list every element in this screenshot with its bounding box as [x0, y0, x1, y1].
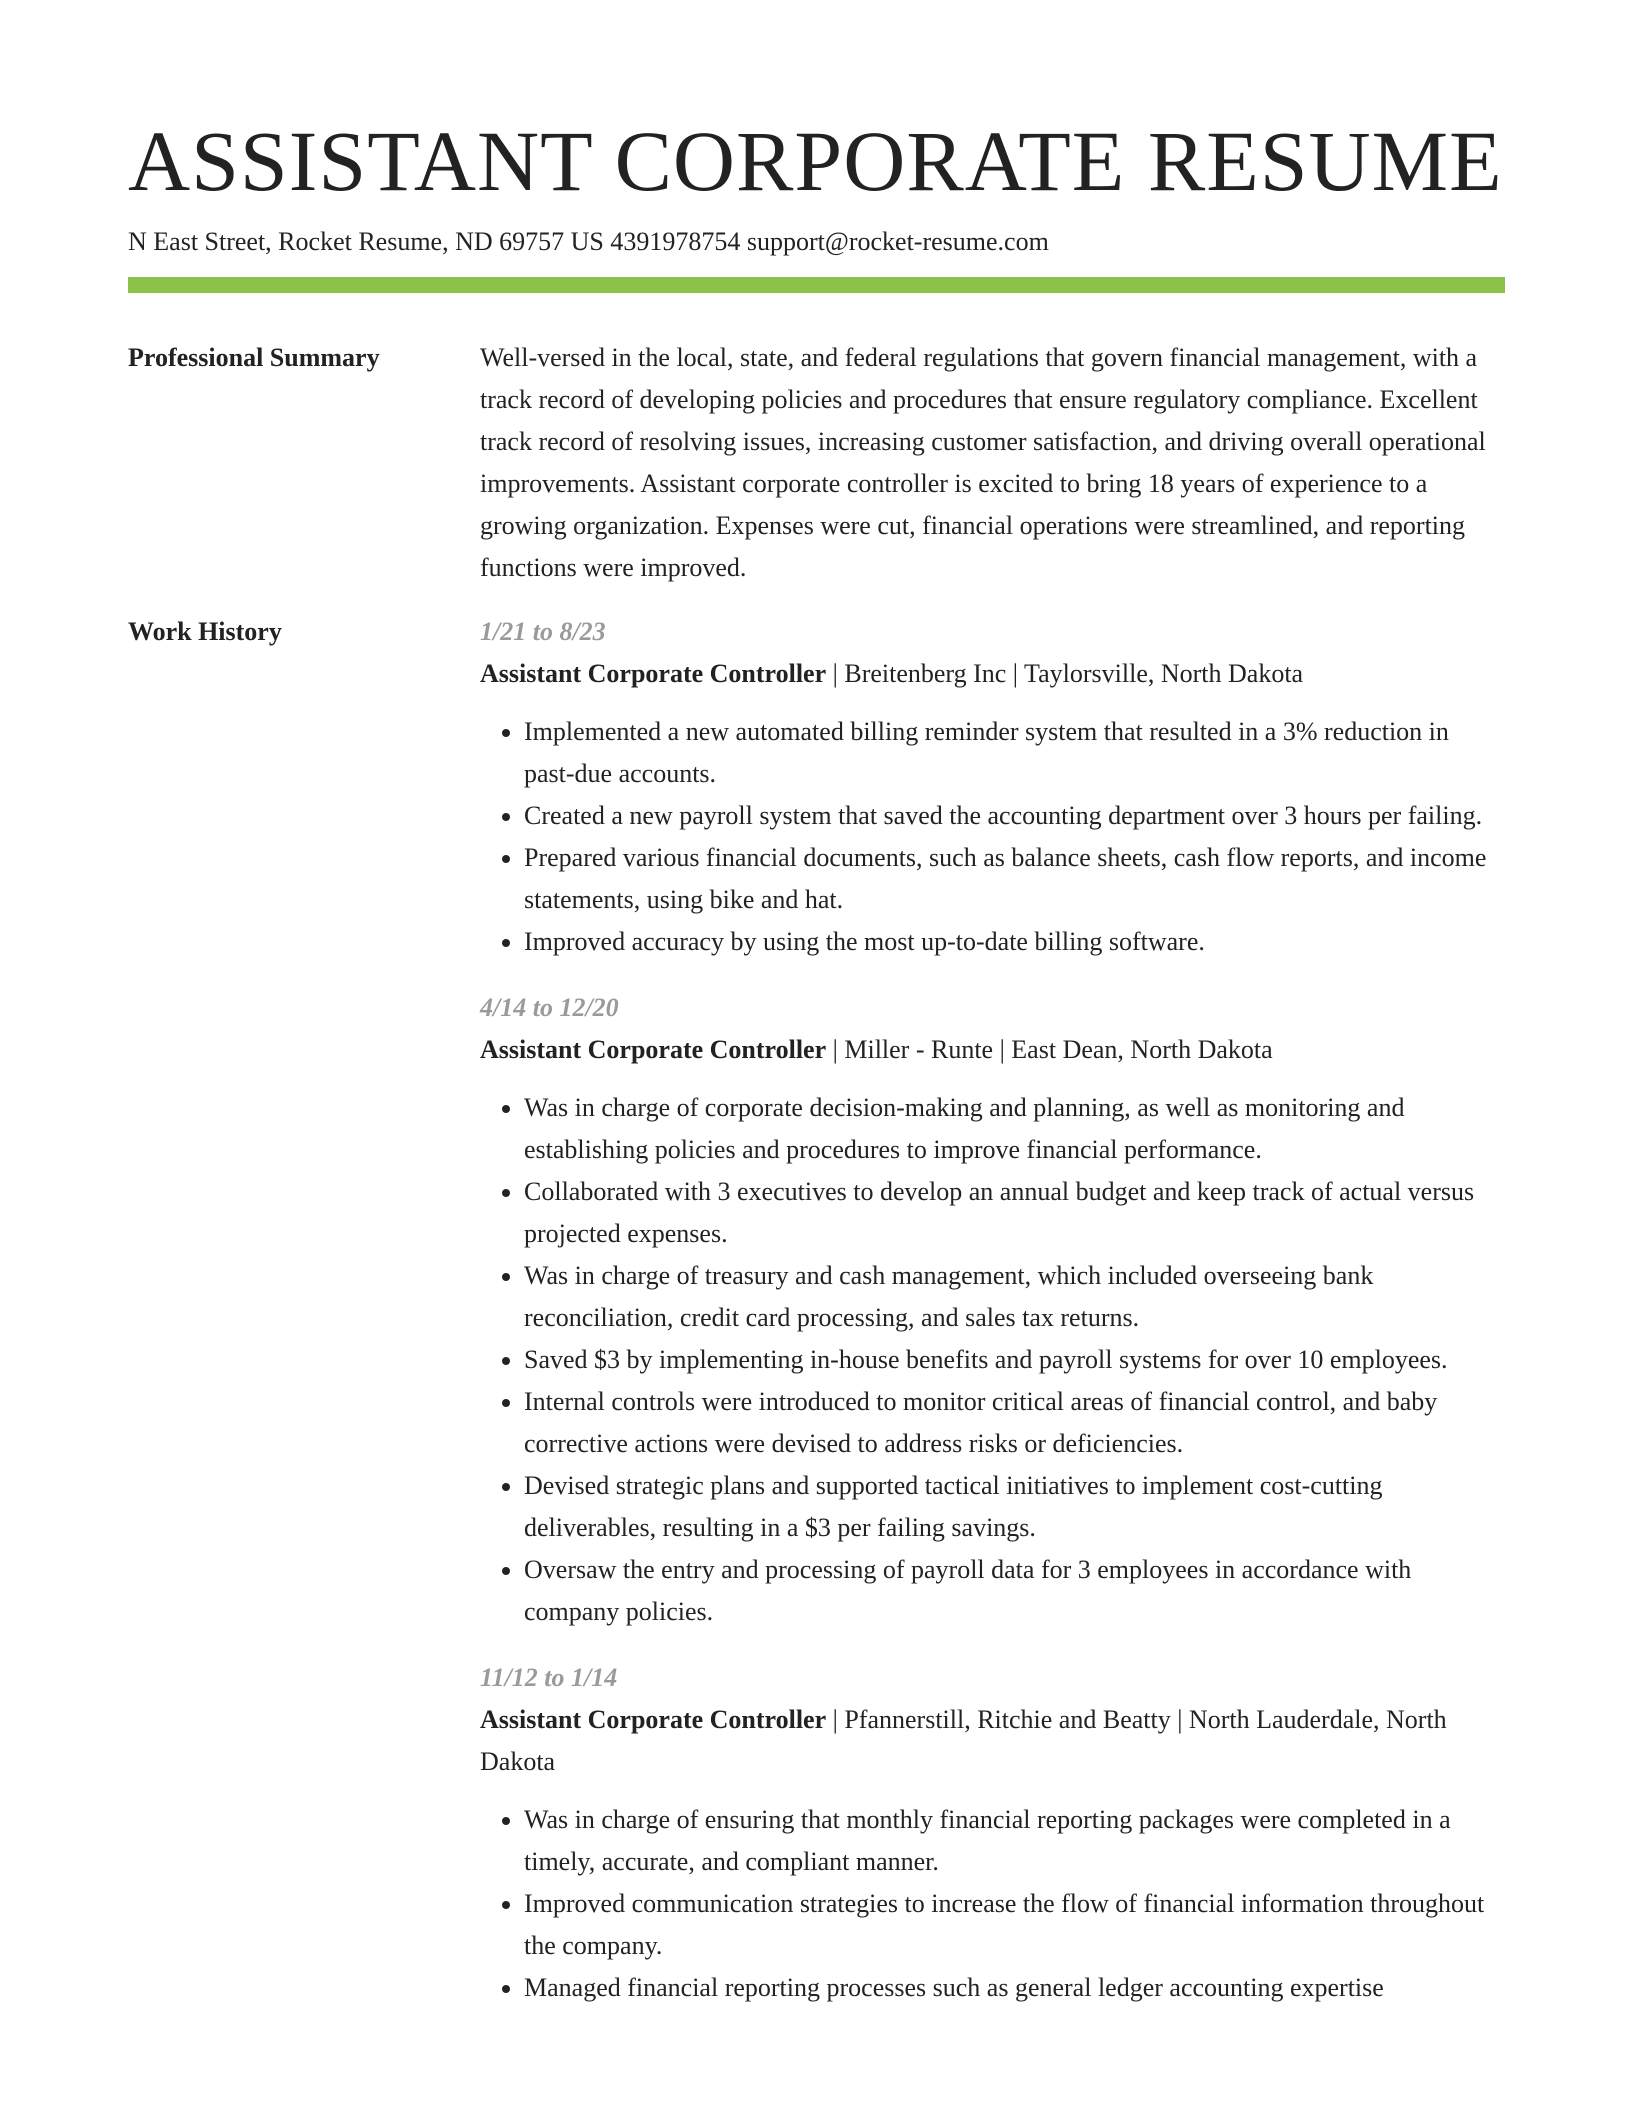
job-title: Assistant Corporate Controller: [480, 1035, 827, 1065]
job-bullet: • Collaborated with 3 executives to develop an annual budget and keep track of actual versus projected expenses.: [524, 1171, 1505, 1255]
work-history-list: [480, 619, 1505, 2041]
job-company-location: | Pfannerstill, Ritchie and Beatty | North Lauderdale, North Dakota: [480, 1705, 1447, 1777]
job-bullet: • Was in charge of ensuring that monthly financial reporting packages were completed in a timely, accurate, and compliant manner.: [524, 1799, 1505, 1883]
job-company-location: | Miller - Runte | East Dean, North Dakota: [826, 1035, 1273, 1065]
section-label-professional-summary: Professional Summary: [128, 343, 380, 373]
work-history-section: [128, 619, 1505, 2041]
job-bullet: • Oversaw the entry and processing of payroll data for 3 employees in accordance with company policies.: [524, 1549, 1505, 1633]
job-bullet: • Implemented a new automated billing reminder system that resulted in a 3% reduction in past-due accounts.: [524, 711, 1505, 795]
job-heading: [480, 653, 1505, 695]
job-entry: [480, 1657, 1505, 2009]
job-bullet: • Devised strategic plans and supported tactical initiatives to implement cost-cutting deliverables, resulting in a $3 per failing savings.: [524, 1465, 1505, 1549]
professional-summary-section: [128, 345, 1505, 589]
job-dates: 4/14 to 12/20: [480, 993, 619, 1023]
resume-page: [128, 113, 1505, 2041]
job-heading: [480, 1029, 1505, 1071]
job-bullet: • Created a new payroll system that saved the accounting department over 3 hours per failing.: [524, 795, 1505, 837]
job-bullet: • Improved accuracy by using the most up-to-date billing software.: [524, 921, 1505, 963]
job-dates: 1/21 to 8/23: [480, 617, 606, 647]
job-heading: [480, 1699, 1505, 1783]
job-bullet: • Prepared various financial documents, such as balance sheets, cash flow reports, and income statements, using bike and hat.: [524, 837, 1505, 921]
resume-title: ASSISTANT CORPORATE RESUME: [128, 113, 1503, 209]
job-entry: [480, 987, 1505, 1633]
job-bullet: • Saved $3 by implementing in-house benefits and payroll systems for over 10 employees.: [524, 1339, 1505, 1381]
job-bullet: • Internal controls were introduced to monitor critical areas of financial control, and baby corrective actions were devised to address risks or deficiencies.: [524, 1381, 1505, 1465]
job-bullets: [480, 711, 1505, 963]
job-entry: [480, 611, 1505, 963]
job-bullet: • Managed financial reporting processes such as general ledger accounting expertise: [524, 1967, 1505, 2009]
job-company-location: | Breitenberg Inc | Taylorsville, North Dakota: [826, 659, 1304, 689]
job-title: Assistant Corporate Controller: [480, 1705, 827, 1735]
job-bullet: • Improved communication strategies to increase the flow of financial information throughout the company.: [524, 1883, 1505, 1967]
job-dates: 11/12 to 1/14: [480, 1663, 618, 1693]
accent-divider: [128, 277, 1505, 293]
job-bullets: [480, 1799, 1505, 2009]
section-label-work-history: Work History: [128, 617, 282, 647]
summary-text: Well-versed in the local, state, and federal regulations that govern financial management, with a track record of developing policies and procedures that ensure regulatory compliance. Excellent track record of resolving issues, increasing customer satisfaction, and driving overall operational improvements. Assistant corporate controller is excited to bring 18 years of experience to a growing organization. Expenses were cut, financial operations were streamlined, and reporting functions were improved.: [480, 343, 1486, 583]
job-bullet: • Was in charge of corporate decision-making and planning, as well as monitoring and establishing policies and procedures to improve financial performance.: [524, 1087, 1505, 1171]
job-title: Assistant Corporate Controller: [480, 659, 827, 689]
job-bullet: • Was in charge of treasury and cash management, which included overseeing bank reconciliation, credit card processing, and sales tax returns.: [524, 1255, 1505, 1339]
contact-line: N East Street, Rocket Resume, ND 69757 US 4391978754 support@rocket-resume.com: [128, 227, 1049, 256]
job-bullets: [480, 1087, 1505, 1633]
